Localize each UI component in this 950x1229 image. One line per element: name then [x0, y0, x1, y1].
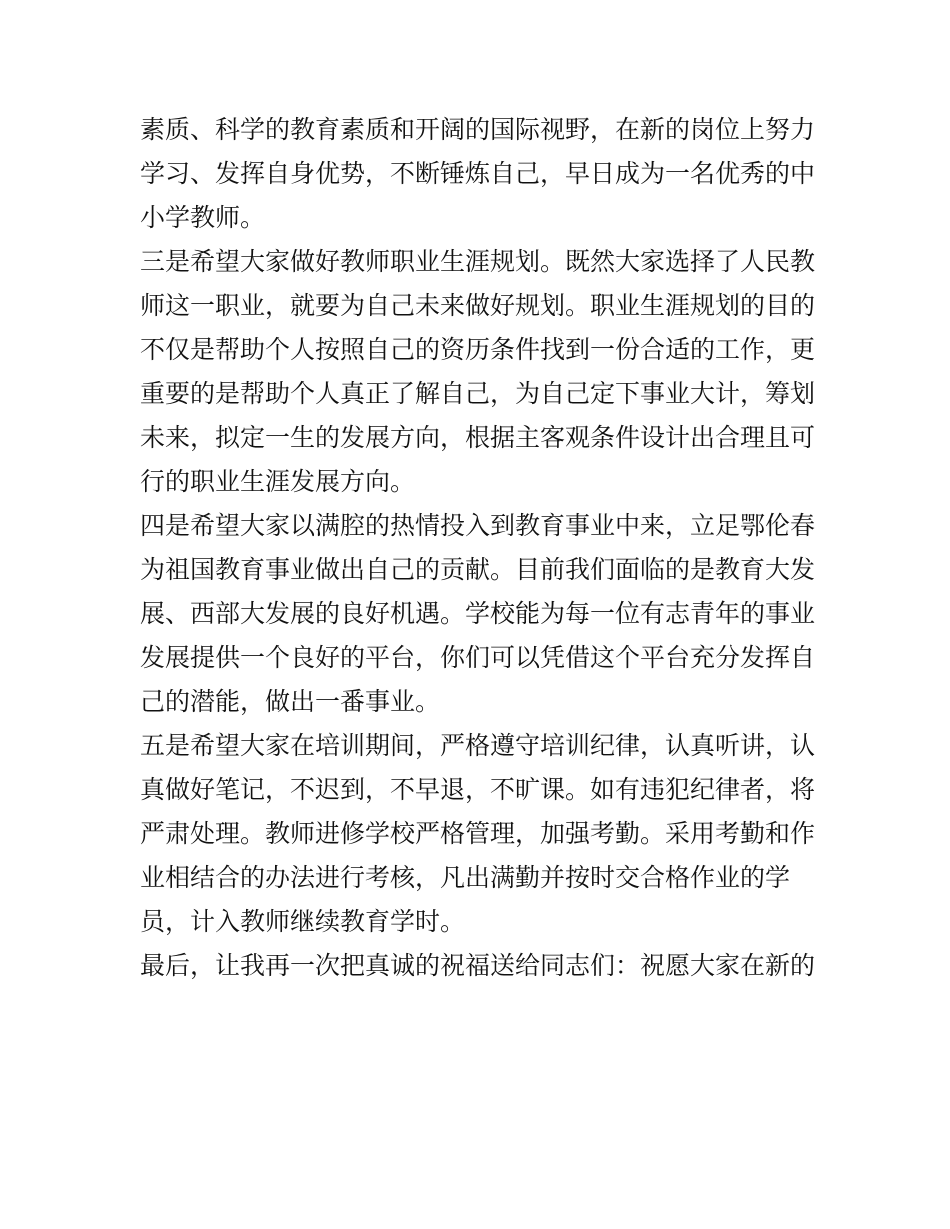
text-line: 最后，让我再一次把真诚的祝福送给同志们：祝愿大家在新的 — [140, 951, 816, 980]
text-line: 为祖国教育事业做出自己的贡献。目前我们面临的是教育大发 — [140, 555, 816, 584]
document-body — [140, 108, 820, 988]
text-line: 发展提供一个良好的平台，你们可以凭借这个平台充分发挥自 — [140, 643, 816, 672]
text-line: 小学教师。 — [140, 203, 266, 232]
text-line: 未来，拟定一生的发展方向，根据主客观条件设计出合理且可 — [140, 423, 816, 452]
text-line: 三是希望大家做好教师职业生涯规划。既然大家选择了人民教 — [140, 247, 816, 276]
text-line: 师这一职业，就要为自己未来做好规划。职业生涯规划的目的 — [140, 291, 816, 320]
text-line: 严肃处理。教师进修学校严格管理，加强考勤。采用考勤和作 — [140, 819, 816, 848]
text-line: 真做好笔记，不迟到，不早退，不旷课。如有违犯纪律者，将 — [140, 775, 816, 804]
text-line: 五是希望大家在培训期间，严格遵守培训纪律，认真听讲，认 — [140, 731, 816, 760]
text-line: 四是希望大家以满腔的热情投入到教育事业中来，立足鄂伦春 — [140, 511, 816, 540]
text-line: 素质、科学的教育素质和开阔的国际视野，在新的岗位上努力 — [140, 115, 816, 144]
text-line: 行的职业生涯发展方向。 — [140, 467, 416, 496]
text-line: 己的潜能，做出一番事业。 — [140, 687, 441, 716]
text-line: 学习、发挥自身优势，不断锤炼自己，早日成为一名优秀的中 — [140, 159, 816, 188]
text-line: 展、西部大发展的良好机遇。学校能为每一位有志青年的事业 — [140, 599, 816, 628]
text-line: 业相结合的办法进行考核，凡出满勤并按时交合格作业的学 — [140, 863, 791, 892]
text-line: 员，计入教师继续教育学时。 — [140, 907, 466, 936]
text-line: 重要的是帮助个人真正了解自己，为自己定下事业大计，筹划 — [140, 379, 816, 408]
text-line: 不仅是帮助个人按照自己的资历条件找到一份合适的工作，更 — [140, 335, 816, 364]
